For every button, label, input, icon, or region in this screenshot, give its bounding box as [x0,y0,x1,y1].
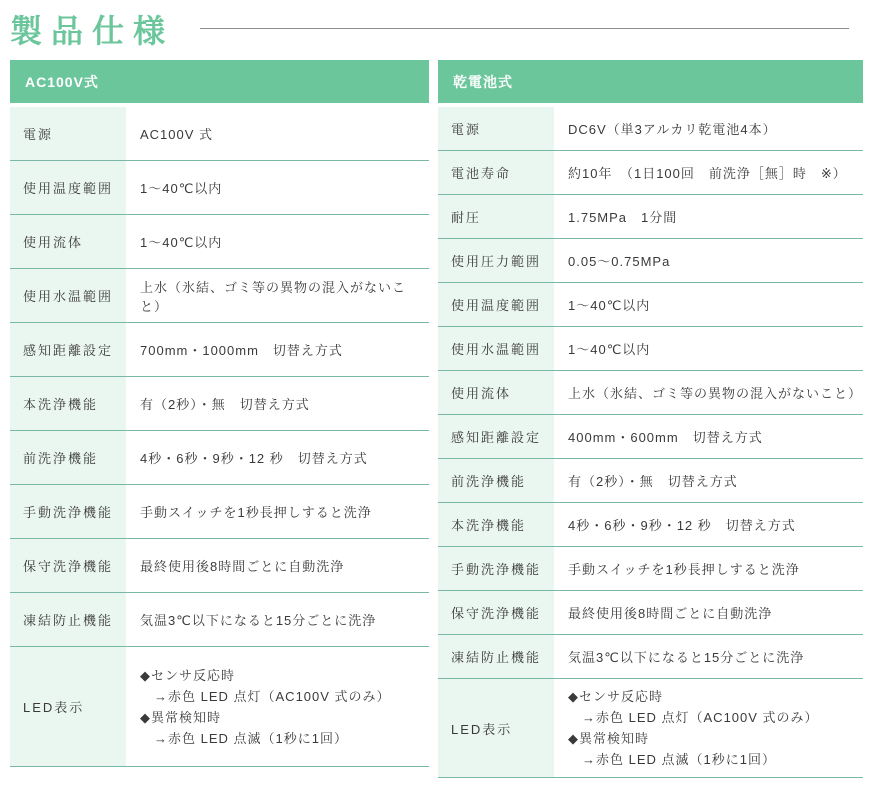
row-label: 手動洗浄機能 [438,547,554,590]
row-label: 電池寿命 [438,151,554,194]
table-row [438,679,863,778]
table-row [438,503,863,547]
table-header-ac100v: AC100V式 [10,60,429,103]
row-value: 1〜40℃以内 [140,235,223,250]
table-row [438,591,863,635]
row-label: 手動洗浄機能 [10,485,126,538]
row-label: 電源 [10,107,126,160]
row-label: 前洗浄機能 [438,459,554,502]
row-label: 本洗浄機能 [438,503,554,546]
row-value [126,647,429,766]
table-row [438,151,863,195]
table-row [10,593,429,647]
row-label: 感知距離設定 [10,323,126,376]
row-value: 手動スイッチを1秒長押しすると洗浄 [140,505,372,520]
table-row [438,283,863,327]
row-label: 電源 [438,107,554,150]
table-header-battery: 乾電池式 [438,60,863,103]
title-rule-line [200,28,849,29]
table-row [438,459,863,503]
row-label: 本洗浄機能 [10,377,126,430]
row-value: 1.75MPa 1分間 [568,210,678,225]
table-row [438,635,863,679]
table-row [438,239,863,283]
row-value: 700mm・1000mm 切替え方式 [140,343,343,358]
row-value: 4秒・6秒・9秒・12 秒 切替え方式 [140,451,368,466]
table-row [438,107,863,151]
table-row [10,647,429,767]
row-value-line: ◆異常検知時 [140,709,221,725]
table-row [10,215,429,269]
row-label: 使用圧力範囲 [438,239,554,282]
spec-table-battery [438,60,863,778]
row-value: 最終使用後8時間ごとに自動洗浄 [568,606,773,621]
row-label: 使用流体 [10,215,126,268]
row-label: LED表示 [438,679,554,777]
table-row [438,327,863,371]
row-value: 4秒・6秒・9秒・12 秒 切替え方式 [568,518,796,533]
row-value: 上水（氷結、ゴミ等の異物の混入がないこと） [140,279,407,314]
spec-table-ac100v [10,60,429,778]
table-row [438,547,863,591]
row-value: 最終使用後8時間ごとに自動洗浄 [140,559,345,574]
row-label: 保守洗浄機能 [10,539,126,592]
page-title: 製品仕様 [10,13,175,49]
table-row [10,485,429,539]
row-label: 保守洗浄機能 [438,591,554,634]
row-label: 使用流体 [438,371,554,414]
row-label: 使用水温範囲 [10,269,126,322]
row-value: AC100V 式 [140,127,214,142]
row-value [554,679,863,777]
row-value: 有（2秒）・無 切替え方式 [568,474,738,489]
table-row [10,269,429,323]
row-value: 400mm・600mm 切替え方式 [568,430,763,445]
spec-tables-container [0,52,871,778]
table-row [10,377,429,431]
row-label: 使用温度範囲 [438,283,554,326]
row-value-line: ◆センサ反応時 [140,667,235,683]
row-value: 約10年 （1日100回 前洗浄［無］時 ※） [568,166,847,181]
row-label: 前洗浄機能 [10,431,126,484]
row-value-line: ◆異常検知時 [568,731,649,746]
row-label: 使用水温範囲 [438,327,554,370]
row-label: LED表示 [10,647,126,766]
row-label: 凍結防止機能 [10,593,126,646]
row-value-line: →赤色 LED 点灯（AC100V 式のみ） [568,710,819,725]
page-header [0,0,871,52]
row-label: 耐圧 [438,195,554,238]
row-value: 0.05〜0.75MPa [568,254,671,269]
row-label: 凍結防止機能 [438,635,554,678]
row-value: 上水（氷結、ゴミ等の異物の混入がないこと） [568,386,863,401]
table-row [438,415,863,459]
row-label: 使用温度範囲 [10,161,126,214]
row-label: 感知距離設定 [438,415,554,458]
row-value: 1〜40℃以内 [140,181,223,196]
table-body-ac100v [10,107,429,767]
row-value: DC6V（単3アルカリ乾電池4本） [568,122,777,137]
row-value: 気温3℃以下になると15分ごとに洗浄 [568,650,805,665]
row-value: 1〜40℃以内 [568,298,651,313]
table-row [10,323,429,377]
table-row [10,539,429,593]
table-row [438,195,863,239]
row-value: 手動スイッチを1秒長押しすると洗浄 [568,562,800,577]
table-row [438,371,863,415]
row-value-line: ◆センサ反応時 [568,689,663,704]
row-value: 気温3℃以下になると15分ごとに洗浄 [140,613,377,628]
row-value: 有（2秒）・無 切替え方式 [140,397,310,412]
row-value-line: →赤色 LED 点滅（1秒に1回） [568,752,776,767]
table-row [10,431,429,485]
row-value: 1〜40℃以内 [568,342,651,357]
row-value-line: →赤色 LED 点滅（1秒に1回） [140,730,348,746]
table-body-battery [438,107,863,778]
table-row [10,107,429,161]
table-row [10,161,429,215]
row-value-line: →赤色 LED 点灯（AC100V 式のみ） [140,688,391,704]
